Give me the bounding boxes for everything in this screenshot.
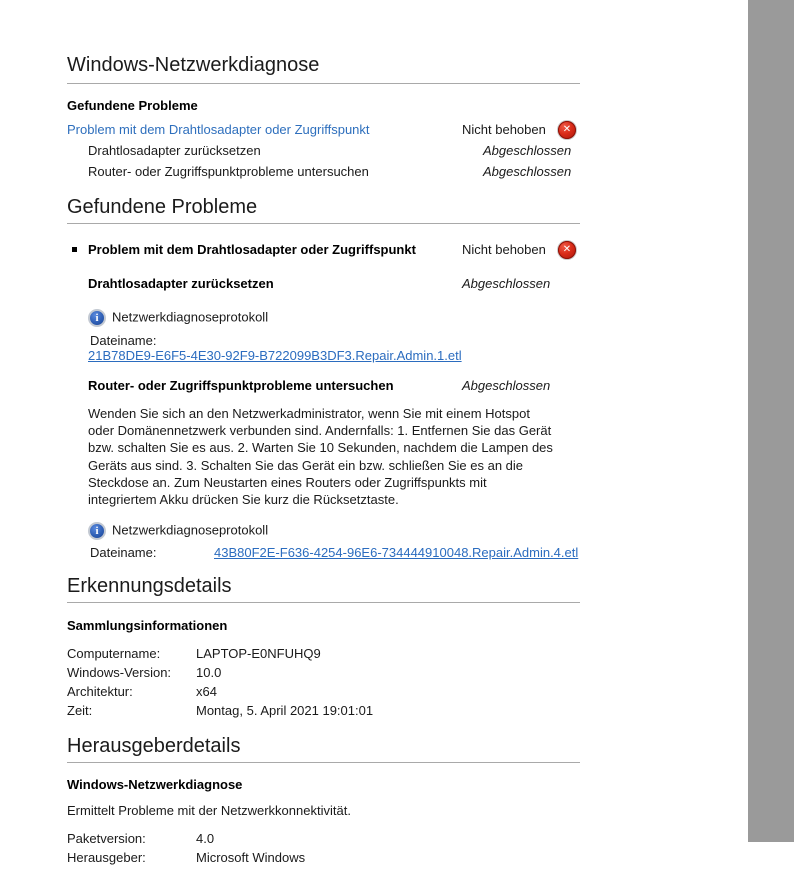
log-label: Netzwerkdiagnoseprotokoll	[112, 309, 269, 325]
detection-heading: Erkennungsdetails	[67, 575, 580, 603]
table-row	[67, 850, 580, 866]
row-value: 10.0	[196, 665, 222, 681]
summary-step-row	[88, 143, 580, 159]
row-label: Herausgeber:	[67, 850, 146, 866]
info-icon: i	[88, 309, 106, 327]
problem-title: Problem mit dem Drahtlosadapter oder Zugriffspunkt	[88, 242, 416, 257]
log-label: Netzwerkdiagnoseprotokoll	[112, 522, 269, 538]
publisher-info-table	[67, 831, 580, 866]
row-value: Microsoft Windows	[196, 850, 306, 866]
bullet-marker	[72, 247, 77, 252]
details-problem-row	[88, 242, 580, 258]
problem-link[interactable]: Problem mit dem Drahtlosadapter oder Zugriffspunkt	[67, 122, 370, 137]
step-label: Router- oder Zugriffspunktprobleme untersuchen	[88, 164, 369, 179]
collection-subheading: Sammlungsinformationen	[67, 618, 228, 634]
step2-description: Wenden Sie sich an den Netzwerkadministrator, wenn Sie mit einem Hotspot oder Domänennetzwerk verbunden sind. Andernfalls: 1. Entfernen Sie das Gerät bzw. schalten Sie es aus. 2. Warten Sie 10 Sekunden, nachdem die Lampen des Geräts aus sind. 3. Schalten Sie das Gerät ein bzw. schließen Sie es an die Steckdose an. Zum Neustarten eines Routers oder Zugriffspunkts mit integriertem Akku drücken Sie kurz die Rücksetztaste.	[88, 406, 553, 508]
table-row	[67, 831, 580, 847]
collection-info-table	[67, 646, 580, 719]
table-row	[67, 684, 580, 700]
details-section	[88, 242, 580, 560]
summary-problem-row	[67, 122, 580, 138]
step2-title: Router- oder Zugriffspunktprobleme untersuchen	[88, 378, 394, 393]
error-icon: ✕	[558, 241, 576, 259]
summary-step-row	[88, 164, 580, 180]
step-status: Abgeschlossen	[483, 164, 572, 179]
publisher-subheading: Windows-Netzwerkdiagnose	[67, 777, 243, 793]
summary-section	[67, 98, 580, 180]
row-value: Montag, 5. April 2021 19:01:01	[196, 703, 374, 719]
table-row	[67, 665, 580, 681]
report-title: Windows-Netzwerkdiagnose	[67, 0, 580, 84]
problem-status: Nicht behoben	[462, 242, 546, 257]
file-label: Dateiname:	[90, 333, 157, 348]
details-step2-row	[88, 378, 580, 394]
row-label: Architektur:	[67, 684, 133, 700]
publisher-heading: Herausgeberdetails	[67, 735, 580, 763]
table-row	[67, 646, 580, 662]
step1-file-row	[88, 333, 580, 363]
step2-file-row	[88, 545, 580, 560]
info-icon: i	[88, 522, 106, 540]
summary-heading: Gefundene Probleme	[67, 98, 198, 113]
row-value: x64	[196, 684, 217, 700]
error-icon: ✕	[558, 121, 576, 139]
etl-file-link[interactable]: 43B80F2E-F636-4254-96E6-734444910048.Repair.Admin.4.etl	[214, 545, 579, 561]
window-background-strip	[748, 0, 794, 842]
row-label: Computername:	[67, 646, 161, 662]
diagnostic-report	[67, 0, 580, 869]
step1-status: Abgeschlossen	[462, 276, 551, 291]
etl-file-link[interactable]: 21B78DE9-E6F5-4E30-92F9-B722099B3DF3.Repair.Admin.1.etl	[88, 348, 462, 363]
step1-title: Drahtlosadapter zurücksetzen	[88, 276, 274, 291]
problem-status: Nicht behoben	[462, 122, 546, 137]
row-value: LAPTOP-E0NFUHQ9	[196, 646, 321, 662]
publisher-description: Ermittelt Probleme mit der Netzwerkkonnektivität.	[67, 803, 351, 819]
details-heading: Gefundene Probleme	[67, 196, 580, 224]
step1-log-row	[88, 308, 580, 326]
step2-log-row	[88, 521, 580, 539]
row-label: Windows-Version:	[67, 665, 172, 681]
step-label: Drahtlosadapter zurücksetzen	[88, 143, 261, 158]
step2-status: Abgeschlossen	[462, 378, 551, 393]
row-label: Paketversion:	[67, 831, 146, 847]
row-value: 4.0	[196, 831, 215, 847]
details-step1-row	[88, 276, 580, 292]
table-row	[67, 703, 580, 719]
file-label: Dateiname:	[90, 545, 157, 561]
step-status: Abgeschlossen	[483, 143, 572, 158]
row-label: Zeit:	[67, 703, 93, 719]
